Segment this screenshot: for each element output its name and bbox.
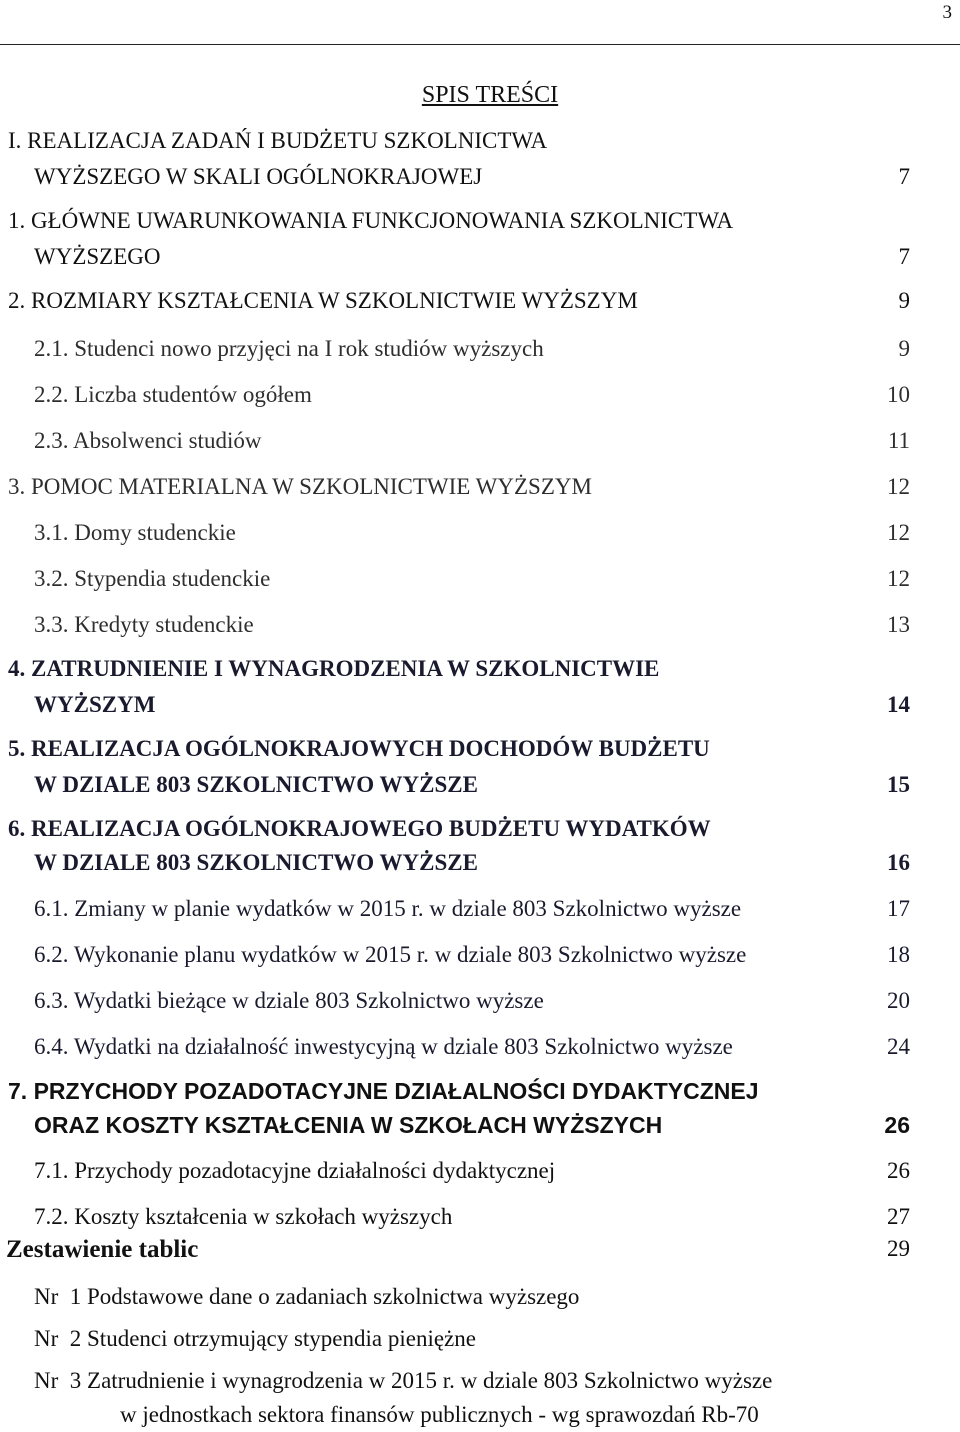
page-number: 3 bbox=[942, 2, 952, 23]
toc-entry-text: 3.3. Kredyty studenckie bbox=[34, 612, 254, 637]
toc-entry-text: 6. REALIZACJA OGÓLNOKRAJOWEGO BUDŻETU WYDATKÓW bbox=[8, 816, 711, 841]
toc-entry-text: WYŻSZEGO bbox=[34, 244, 161, 269]
toc-entry-page: 26 bbox=[887, 1158, 910, 1183]
toc-entry-page: 16 bbox=[887, 850, 910, 875]
toc-entry-page: 17 bbox=[887, 896, 910, 921]
toc-entry-text: WYŻSZYM bbox=[34, 692, 156, 717]
toc-entry-page: 7 bbox=[898, 164, 910, 189]
toc-entry-text: ORAZ KOSZTY KSZTAŁCENIA W SZKOŁACH WYŻSZYCH bbox=[34, 1112, 663, 1138]
toc-entry-page: 12 bbox=[887, 566, 910, 591]
toc-entry-page: 20 bbox=[887, 988, 910, 1013]
toc-entry-text: 4. ZATRUDNIENIE I WYNAGRODZENIA W SZKOLNICTWIE bbox=[8, 656, 660, 681]
toc-entry-text: 6.1. Zmiany w planie wydatków w 2015 r. w dziale 803 Szkolnictwo wyższe bbox=[34, 896, 742, 921]
toc-entry-page: 10 bbox=[887, 382, 910, 407]
toc-entry-text: 2.1. Studenci nowo przyjęci na I rok studiów wyższych bbox=[34, 336, 544, 361]
toc-entry-text: Nr 2 Studenci otrzymujący stypendia pieniężne bbox=[34, 1326, 476, 1351]
toc-entry-page: 26 bbox=[884, 1112, 910, 1138]
toc-entry-page: 11 bbox=[887, 428, 910, 453]
toc-entry-text: w jednostkach sektora finansów publicznych - wg sprawozdań Rb-70 bbox=[120, 1402, 759, 1427]
toc-entry-text: 1. GŁÓWNE UWARUNKOWANIA FUNKCJONOWANIA SZKOLNICTWA bbox=[8, 208, 734, 233]
toc-entry-page: 15 bbox=[887, 772, 910, 797]
toc-title: SPIS TREŚCI bbox=[421, 82, 559, 108]
toc-entry-text: Nr 3 Zatrudnienie i wynagrodzenia w 2015 r. w dziale 803 Szkolnictwo wyższe bbox=[34, 1368, 773, 1393]
toc-entry-page: 18 bbox=[887, 942, 910, 967]
toc-entry-page: 9 bbox=[898, 336, 910, 361]
toc-entry-text: 7.1. Przychody pozadotacyjne działalności dydaktycznej bbox=[34, 1158, 556, 1183]
toc-entry-page: 13 bbox=[887, 612, 910, 637]
toc-entry-page: 12 bbox=[887, 520, 910, 545]
toc-entry-text: W DZIALE 803 SZKOLNICTWO WYŻSZE bbox=[34, 850, 478, 875]
toc-entry-page: 24 bbox=[887, 1034, 910, 1059]
toc-entry-text: 3.2. Stypendia studenckie bbox=[34, 566, 271, 591]
toc-entry-text: 2.2. Liczba studentów ogółem bbox=[34, 382, 312, 407]
toc-entry-text: WYŻSZEGO W SKALI OGÓLNOKRAJOWEJ bbox=[34, 164, 483, 189]
toc-entry-text: 2. ROZMIARY KSZTAŁCENIA W SZKOLNICTWIE WYŻSZYM bbox=[8, 288, 638, 313]
toc-entry-text: Nr 1 Podstawowe dane o zadaniach szkolnictwa wyższego bbox=[34, 1284, 580, 1309]
toc-entry-page: 27 bbox=[887, 1204, 910, 1229]
toc-entry-text: 6.3. Wydatki bieżące w dziale 803 Szkolnictwo wyższe bbox=[34, 988, 544, 1013]
toc-entry-page: 29 bbox=[887, 1236, 910, 1261]
toc-entry-text: 7.2. Koszty kształcenia w szkołach wyższych bbox=[34, 1204, 453, 1229]
toc-entry-text: Zestawienie tablic bbox=[6, 1236, 199, 1263]
toc-entry-text: I. REALIZACJA ZADAŃ I BUDŻETU SZKOLNICTWA bbox=[8, 128, 548, 153]
toc-entry-text: 7. PRZYCHODY POZADOTACYJNE DZIAŁALNOŚCI DYDAKTYCZNEJ bbox=[8, 1078, 759, 1104]
toc-entry-text: 6.4. Wydatki na działalność inwestycyjną w dziale 803 Szkolnictwo wyższe bbox=[34, 1034, 733, 1059]
toc-entry-text: 3. POMOC MATERIALNA W SZKOLNICTWIE WYŻSZYM bbox=[8, 474, 592, 499]
toc-entry-text: 3.1. Domy studenckie bbox=[34, 520, 236, 545]
toc-entry-text: 5. REALIZACJA OGÓLNOKRAJOWYCH DOCHODÓW BUDŻETU bbox=[8, 736, 710, 761]
toc-entry-page: 9 bbox=[898, 288, 910, 313]
toc-entry-page: 12 bbox=[887, 474, 910, 499]
toc-entry-page: 7 bbox=[898, 244, 910, 269]
header-rule bbox=[0, 44, 960, 45]
toc-entry-text: 2.3. Absolwenci studiów bbox=[34, 428, 262, 453]
toc-entry-text: W DZIALE 803 SZKOLNICTWO WYŻSZE bbox=[34, 772, 478, 797]
toc-entry-text: 6.2. Wykonanie planu wydatków w 2015 r. w dziale 803 Szkolnictwo wyższe bbox=[34, 942, 747, 967]
toc-entry-page: 14 bbox=[887, 692, 910, 717]
